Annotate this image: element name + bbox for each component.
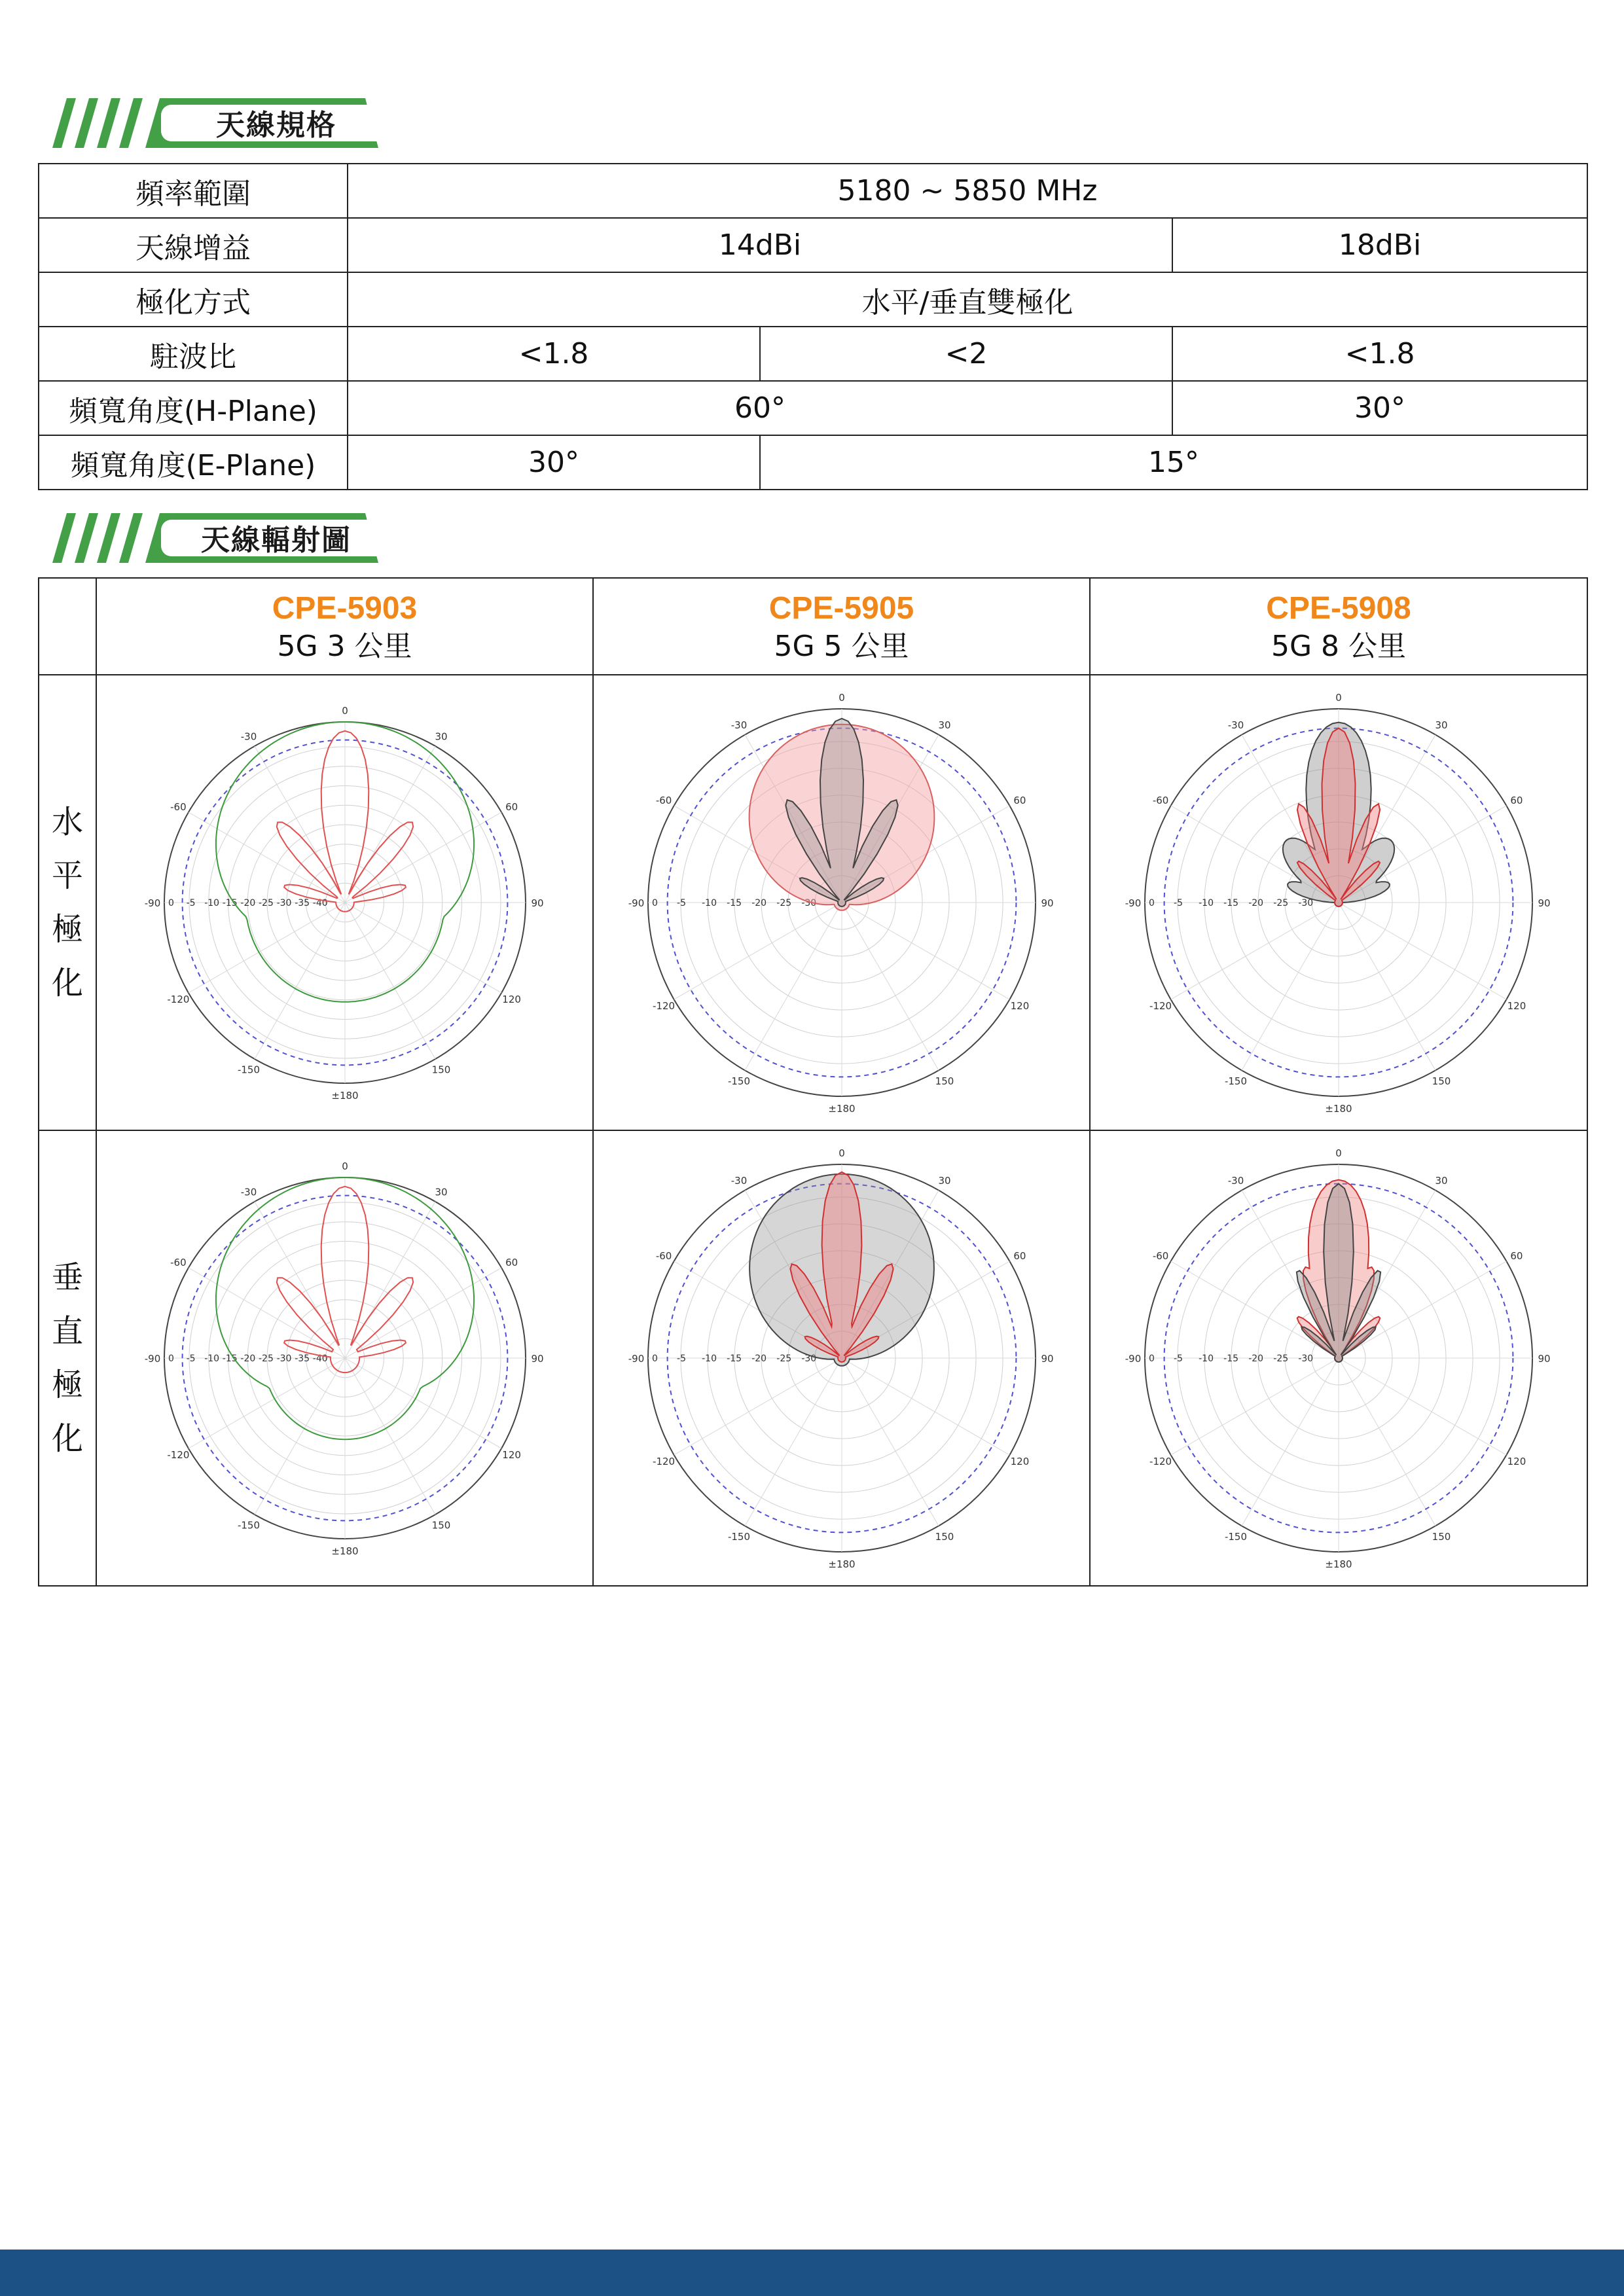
- angle-tick-label: 90: [1040, 897, 1054, 909]
- angle-tick-label: 0: [341, 1160, 348, 1172]
- polar-spoke: [345, 746, 435, 903]
- radial-tick-label: -15: [1223, 1354, 1239, 1364]
- chart-cell: [96, 675, 593, 1130]
- polar-spoke: [345, 1202, 435, 1358]
- polar-chart-v-5905: [626, 1132, 1058, 1584]
- radial-tick-label: -20: [240, 898, 255, 908]
- angle-tick-label: ±180: [1325, 1103, 1352, 1115]
- angle-tick-label: 90: [1040, 1353, 1054, 1365]
- model-range: 5G 3 公里: [277, 630, 412, 663]
- angle-tick-label: ±180: [1325, 1558, 1352, 1570]
- radial-tick-label: 0: [651, 1354, 658, 1364]
- polar-spoke: [255, 1358, 345, 1515]
- row-label-char: 極: [51, 911, 83, 948]
- angle-tick-label: 150: [1432, 1075, 1451, 1087]
- radial-tick-label: -15: [222, 1354, 238, 1364]
- polar-spoke: [345, 903, 435, 1059]
- angle-tick-label: -120: [166, 994, 189, 1005]
- radial-tick-label: -5: [1174, 898, 1183, 908]
- angle-tick-label: 60: [505, 801, 518, 813]
- angle-tick-label: -60: [170, 801, 187, 813]
- radial-tick-label: -25: [258, 1354, 274, 1364]
- spec-value: 14dBi: [348, 218, 1172, 272]
- polar-spoke: [1339, 903, 1506, 999]
- angle-tick-label: -30: [731, 719, 747, 732]
- angle-tick-label: -60: [1152, 795, 1169, 806]
- polar-spoke: [1339, 903, 1435, 1070]
- angle-tick-label: -150: [727, 1075, 750, 1087]
- angle-tick-label: 120: [1507, 1456, 1526, 1467]
- spec-row-polarization: [39, 272, 1587, 327]
- corner-cell: [39, 578, 96, 675]
- angle-tick-label: 60: [505, 1257, 518, 1268]
- spec-value: <2: [760, 327, 1172, 381]
- angle-tick-label: 0: [341, 705, 348, 717]
- polar-chart-v-5903: [142, 1142, 548, 1574]
- row-label-char: 化: [51, 1420, 83, 1457]
- angle-tick-label: 30: [434, 730, 448, 743]
- chart-cell: [1090, 675, 1587, 1130]
- angle-tick-label: 150: [431, 1064, 450, 1076]
- radial-tick-label: -10: [204, 898, 219, 908]
- polar-spoke: [1171, 903, 1339, 999]
- polar-spoke: [674, 903, 841, 999]
- section-title: 天線輻射圖: [201, 524, 352, 557]
- row-label-char: 平: [51, 857, 83, 894]
- radial-tick-label: -20: [1248, 898, 1264, 908]
- radial-tick-label: -30: [1298, 1354, 1314, 1364]
- polar-spoke: [345, 1358, 435, 1515]
- section-header-patterns: [38, 512, 378, 564]
- angle-tick-label: ±180: [827, 1103, 856, 1115]
- spec-value: 18dBi: [1172, 218, 1587, 272]
- angle-tick-label: 60: [1013, 1250, 1026, 1262]
- radial-tick-label: 0: [1149, 1354, 1155, 1364]
- radial-tick-label: -10: [204, 1354, 219, 1364]
- radial-tick-label: -40: [312, 898, 328, 908]
- radial-tick-label: -25: [258, 898, 274, 908]
- polar-spoke: [1171, 1358, 1339, 1455]
- radial-tick-label: -20: [1248, 1354, 1264, 1364]
- angle-tick-label: 30: [1435, 719, 1448, 732]
- angle-tick-label: 30: [434, 1186, 448, 1198]
- angle-tick-label: -120: [652, 1456, 675, 1467]
- radial-tick-label: -30: [801, 898, 816, 908]
- polar-spoke: [345, 903, 501, 993]
- angle-tick-label: 60: [1510, 795, 1523, 806]
- angle-tick-label: -60: [655, 795, 672, 806]
- angle-tick-label: -150: [237, 1064, 260, 1076]
- radial-tick-label: -25: [1273, 898, 1289, 908]
- row-label-char: 直: [51, 1313, 83, 1350]
- spec-row-e-plane: [39, 435, 1587, 490]
- model-header: [1090, 578, 1587, 675]
- spec-label: 駐波比: [39, 327, 348, 381]
- polar-chart-h-5905: [626, 677, 1058, 1128]
- radial-tick-label: -30: [801, 1354, 816, 1364]
- angle-tick-label: -30: [1227, 1175, 1244, 1187]
- angle-tick-label: 90: [1538, 1353, 1551, 1365]
- polar-spoke: [842, 1358, 939, 1526]
- angle-tick-label: 30: [937, 1175, 951, 1187]
- angle-tick-label: 60: [1510, 1250, 1523, 1262]
- section-header-specs: [38, 97, 378, 149]
- model-header-row: [39, 578, 1587, 675]
- angle-tick-label: 90: [1538, 897, 1551, 909]
- angle-tick-label: 60: [1013, 795, 1026, 806]
- spec-value: 30°: [348, 435, 760, 490]
- polar-spoke: [745, 1358, 842, 1526]
- polar-spoke: [188, 812, 344, 903]
- radial-tick-label: -5: [186, 898, 196, 908]
- radial-tick-label: -40: [312, 1354, 328, 1364]
- angle-tick-label: ±180: [331, 1090, 359, 1102]
- spec-label: 極化方式: [39, 272, 348, 327]
- polar-spoke: [255, 746, 345, 903]
- radial-tick-label: 0: [1149, 898, 1155, 908]
- radial-tick-label: -5: [1174, 1354, 1183, 1364]
- row-label-char: 垂: [51, 1259, 83, 1296]
- angle-tick-label: -90: [628, 1353, 644, 1365]
- model-name: CPE-5905: [768, 591, 914, 626]
- spec-label: 頻率範圍: [39, 164, 348, 218]
- polar-spoke: [188, 1268, 344, 1358]
- polar-spoke: [674, 1358, 841, 1455]
- chart-cell: [593, 675, 1090, 1130]
- angle-tick-label: ±180: [331, 1545, 359, 1557]
- polar-spoke: [842, 903, 939, 1070]
- polar-spoke: [255, 903, 345, 1059]
- angle-tick-label: 120: [1010, 1000, 1029, 1012]
- polar-spoke: [345, 1358, 501, 1448]
- horizontal-row: [39, 675, 1587, 1130]
- radial-tick-label: -20: [751, 898, 767, 908]
- angle-tick-label: ±180: [827, 1558, 856, 1570]
- polar-spoke: [188, 1358, 344, 1448]
- angle-tick-label: 0: [838, 1147, 845, 1159]
- angle-tick-label: 150: [1432, 1530, 1451, 1543]
- spec-row-gain: [39, 218, 1587, 272]
- radial-tick-label: -25: [776, 1354, 791, 1364]
- spec-value: 水平/垂直雙極化: [348, 272, 1587, 327]
- angle-tick-label: -30: [240, 1186, 257, 1198]
- angle-tick-label: -30: [1227, 719, 1244, 732]
- spec-value: 60°: [348, 381, 1172, 435]
- pattern-table: [38, 577, 1588, 1587]
- model-name: CPE-5903: [272, 591, 418, 626]
- chart-cell: [593, 1130, 1090, 1586]
- angle-tick-label: -150: [1224, 1075, 1248, 1087]
- radial-tick-label: 0: [651, 898, 658, 908]
- spec-label: 頻寬角度(H-Plane): [39, 381, 348, 435]
- radial-tick-label: -10: [701, 898, 717, 908]
- polar-spoke: [1339, 1358, 1506, 1455]
- row-label-char: 極: [51, 1367, 83, 1403]
- angle-tick-label: -120: [1149, 1000, 1172, 1012]
- radial-tick-label: -5: [676, 1354, 686, 1364]
- radial-tick-label: -30: [1298, 898, 1314, 908]
- angle-tick-label: 150: [935, 1075, 954, 1087]
- angle-tick-label: 120: [501, 994, 521, 1005]
- spec-label: 頻寬角度(E-Plane): [39, 435, 348, 490]
- row-label-char: 水: [51, 804, 83, 840]
- angle-tick-label: 120: [1507, 1000, 1526, 1012]
- angle-tick-label: 120: [1010, 1456, 1029, 1467]
- radial-tick-label: -15: [1223, 898, 1239, 908]
- polar-spoke: [345, 1268, 501, 1358]
- polar-spoke: [1339, 1358, 1435, 1526]
- radial-tick-label: -10: [1199, 898, 1214, 908]
- radial-tick-label: 0: [168, 1354, 174, 1364]
- radial-tick-label: -35: [294, 898, 310, 908]
- angle-tick-label: 30: [937, 719, 951, 732]
- angle-tick-label: -60: [655, 1250, 672, 1262]
- radial-tick-label: -30: [276, 898, 291, 908]
- angle-tick-label: 90: [530, 897, 544, 909]
- radial-tick-label: -25: [776, 898, 791, 908]
- angle-tick-label: 30: [1435, 1175, 1448, 1187]
- section-title: 天線規格: [216, 109, 336, 142]
- radial-tick-label: -5: [676, 898, 686, 908]
- polar-spoke: [842, 1358, 1009, 1455]
- angle-tick-label: -90: [144, 1353, 160, 1365]
- polar-chart-h-5908: [1123, 680, 1555, 1125]
- angle-tick-label: 0: [1335, 1147, 1342, 1159]
- model-range: 5G 8 公里: [1271, 630, 1407, 663]
- radial-tick-label: -30: [276, 1354, 291, 1364]
- angle-tick-label: -150: [237, 1519, 260, 1532]
- spec-table: [38, 163, 1588, 490]
- angle-tick-label: -150: [1224, 1530, 1248, 1543]
- polar-chart-v-5908: [1123, 1136, 1555, 1581]
- polar-spoke: [345, 812, 501, 903]
- radial-tick-label: -20: [751, 1354, 767, 1364]
- radial-tick-label: -35: [294, 1354, 310, 1364]
- angle-tick-label: -60: [1152, 1250, 1169, 1262]
- angle-tick-label: 120: [501, 1449, 521, 1461]
- polar-spoke: [842, 903, 1009, 999]
- polar-chart-h-5903: [142, 687, 548, 1119]
- angle-tick-label: 90: [530, 1353, 544, 1365]
- angle-tick-label: 0: [838, 692, 845, 704]
- radial-tick-label: -20: [240, 1354, 255, 1364]
- polar-spoke: [1242, 1358, 1339, 1526]
- radial-tick-label: -10: [701, 1354, 717, 1364]
- chart-cell: [1090, 1130, 1587, 1586]
- angle-tick-label: -120: [652, 1000, 675, 1012]
- angle-tick-label: -150: [727, 1530, 750, 1543]
- angle-tick-label: 150: [431, 1519, 450, 1532]
- angle-tick-label: -120: [1149, 1456, 1172, 1467]
- spec-row-frequency: [39, 164, 1587, 218]
- spec-row-vswr: [39, 327, 1587, 381]
- radial-tick-label: -15: [726, 1354, 742, 1364]
- angle-tick-label: -30: [731, 1175, 747, 1187]
- model-range: 5G 5 公里: [774, 630, 909, 663]
- angle-tick-label: -90: [1125, 1353, 1142, 1365]
- polar-spoke: [1242, 903, 1339, 1070]
- spec-value: 5180 ~ 5850 MHz: [348, 164, 1587, 218]
- angle-tick-label: -60: [170, 1257, 187, 1268]
- row-label-horizontal: [39, 675, 96, 1130]
- footer-bar: [0, 2250, 1624, 2296]
- chart-cell: [96, 1130, 593, 1586]
- polar-spoke: [188, 903, 344, 993]
- radial-tick-label: 0: [168, 898, 174, 908]
- spec-value: <1.8: [348, 327, 760, 381]
- angle-tick-label: -90: [1125, 897, 1142, 909]
- row-label-char: 化: [51, 965, 83, 1001]
- polar-spoke: [255, 1202, 345, 1358]
- model-header: [593, 578, 1090, 675]
- radial-tick-label: -10: [1199, 1354, 1214, 1364]
- radial-tick-label: -5: [186, 1354, 196, 1364]
- radial-tick-label: -25: [1273, 1354, 1289, 1364]
- angle-tick-label: 150: [935, 1530, 954, 1543]
- spec-value: 30°: [1172, 381, 1587, 435]
- spec-value: <1.8: [1172, 327, 1587, 381]
- spec-row-h-plane: [39, 381, 1587, 435]
- radial-tick-label: -15: [726, 898, 742, 908]
- model-header: [96, 578, 593, 675]
- angle-tick-label: -30: [240, 730, 257, 743]
- vertical-row: [39, 1130, 1587, 1586]
- model-name: CPE-5908: [1266, 591, 1411, 626]
- angle-tick-label: -90: [144, 897, 160, 909]
- spec-value: 15°: [760, 435, 1587, 490]
- angle-tick-label: 0: [1335, 692, 1342, 704]
- angle-tick-label: -90: [628, 897, 644, 909]
- row-label-vertical: [39, 1130, 96, 1586]
- angle-tick-label: -120: [166, 1449, 189, 1461]
- radial-tick-label: -15: [222, 898, 238, 908]
- polar-spoke: [745, 903, 842, 1070]
- spec-label: 天線增益: [39, 218, 348, 272]
